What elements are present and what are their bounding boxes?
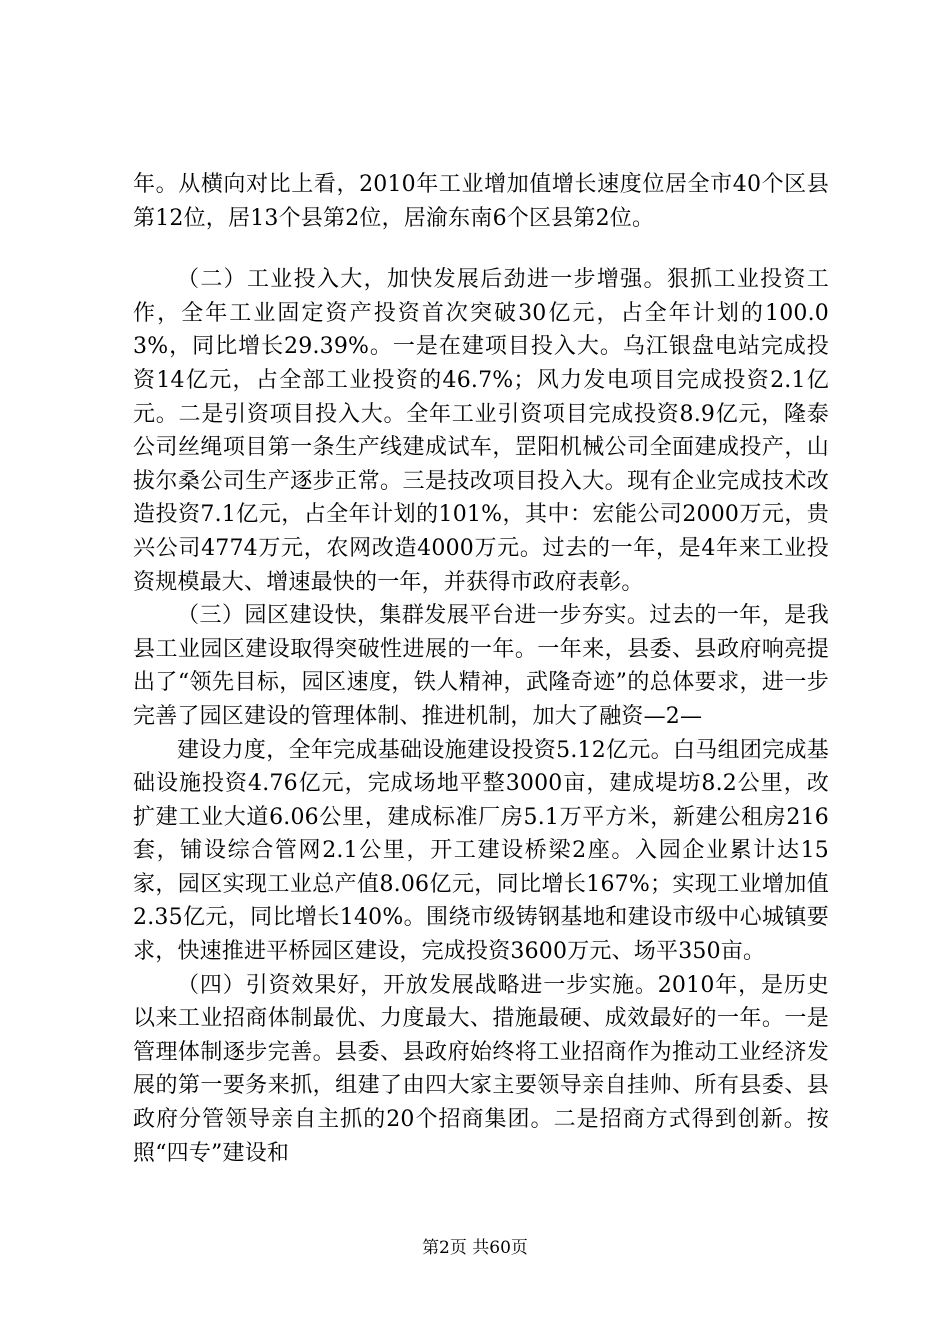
paragraph-industrial-investment: （二）工业投入大，加快发展后劲进一步增强。狠抓工业投资工作，全年工业固定资产投资首次突破30亿元，占全年计划的100.03%，同比增长29.39%。一是在建项目投入大。乌江银盘电站完成投资14亿元，占全部工业投资的46.7%；风力发电项目完成投资2.1亿元。二是引资项目投入大。全年工业引资项目完成投资8.9亿元，隆泰公司丝绳项目第一条生产线建成试车，罡阳机械公司全面建成投产，山拔尔桑公司生产逐步正常。三是技改项目投入大。现有企业完成技术改造投资7.1亿元，占全年计划的101%，其中：宏能公司2000万元，贵兴公司4774万元，农网改造4000万元。过去的一年，是4年来工业投资规模最大、增速最快的一年，并获得市政府表彰。 [133,267,829,595]
paragraph-industrial-park: （三）园区建设快，集群发展平台进一步夯实。过去的一年，是我县工业园区建设取得突破性进展的一年。一年来，县委、县政府响亮提出了“领先目标，园区速度，铁人精神，武隆奇迹”的总体要求，进一步完善了园区建设的管理体制、推进机制，加大了融资—2— [133,603,829,729]
paragraph-investment-attraction: （四）引资效果好，开放发展战略进一步实施。2010年，是历史以来工业招商体制最优、力度最大、措施最硬、成效最好的一年。一是管理体制逐步完善。县委、县政府始终将工业招商作为推动工业经济发展的第一要务来抓，组建了由四大家主要领导亲自挂帅、所有县委、县政府分管领导亲自主抓的20个招商集团。二是招商方式得到创新。按照“四专”建设和 [133,972,829,1166]
document-body [133,168,829,1170]
page-footer: 第2页 共60页 [422,1238,528,1258]
paragraph-park-construction: 建设力度，全年完成基础设施建设投资5.12亿元。白马组团完成基础设施投资4.76亿元，完成场地平整3000亩，建成堤坊8.2公里，改扩建工业大道6.06公里，建成标准厂房5.1万平方米，新建公租房216套，铺设综合管网2.1公里，开工建设桥梁2座。入园企业累计达15家，园区实现工业总产值8.06亿元，同比增长167%；实现工业增加值2.35亿元，同比增长140%。围绕市级铸钢基地和建设市级中心城镇要求，快速推进平桥园区建设，完成投资3600万元、场平350亩。 [133,737,829,965]
paragraph-summary-ranking: 年。从横向对比上看，2010年工业增加值增长速度位居全市40个区县第12位，居13个县第2位，居渝东南6个区县第2位。 [133,172,829,231]
